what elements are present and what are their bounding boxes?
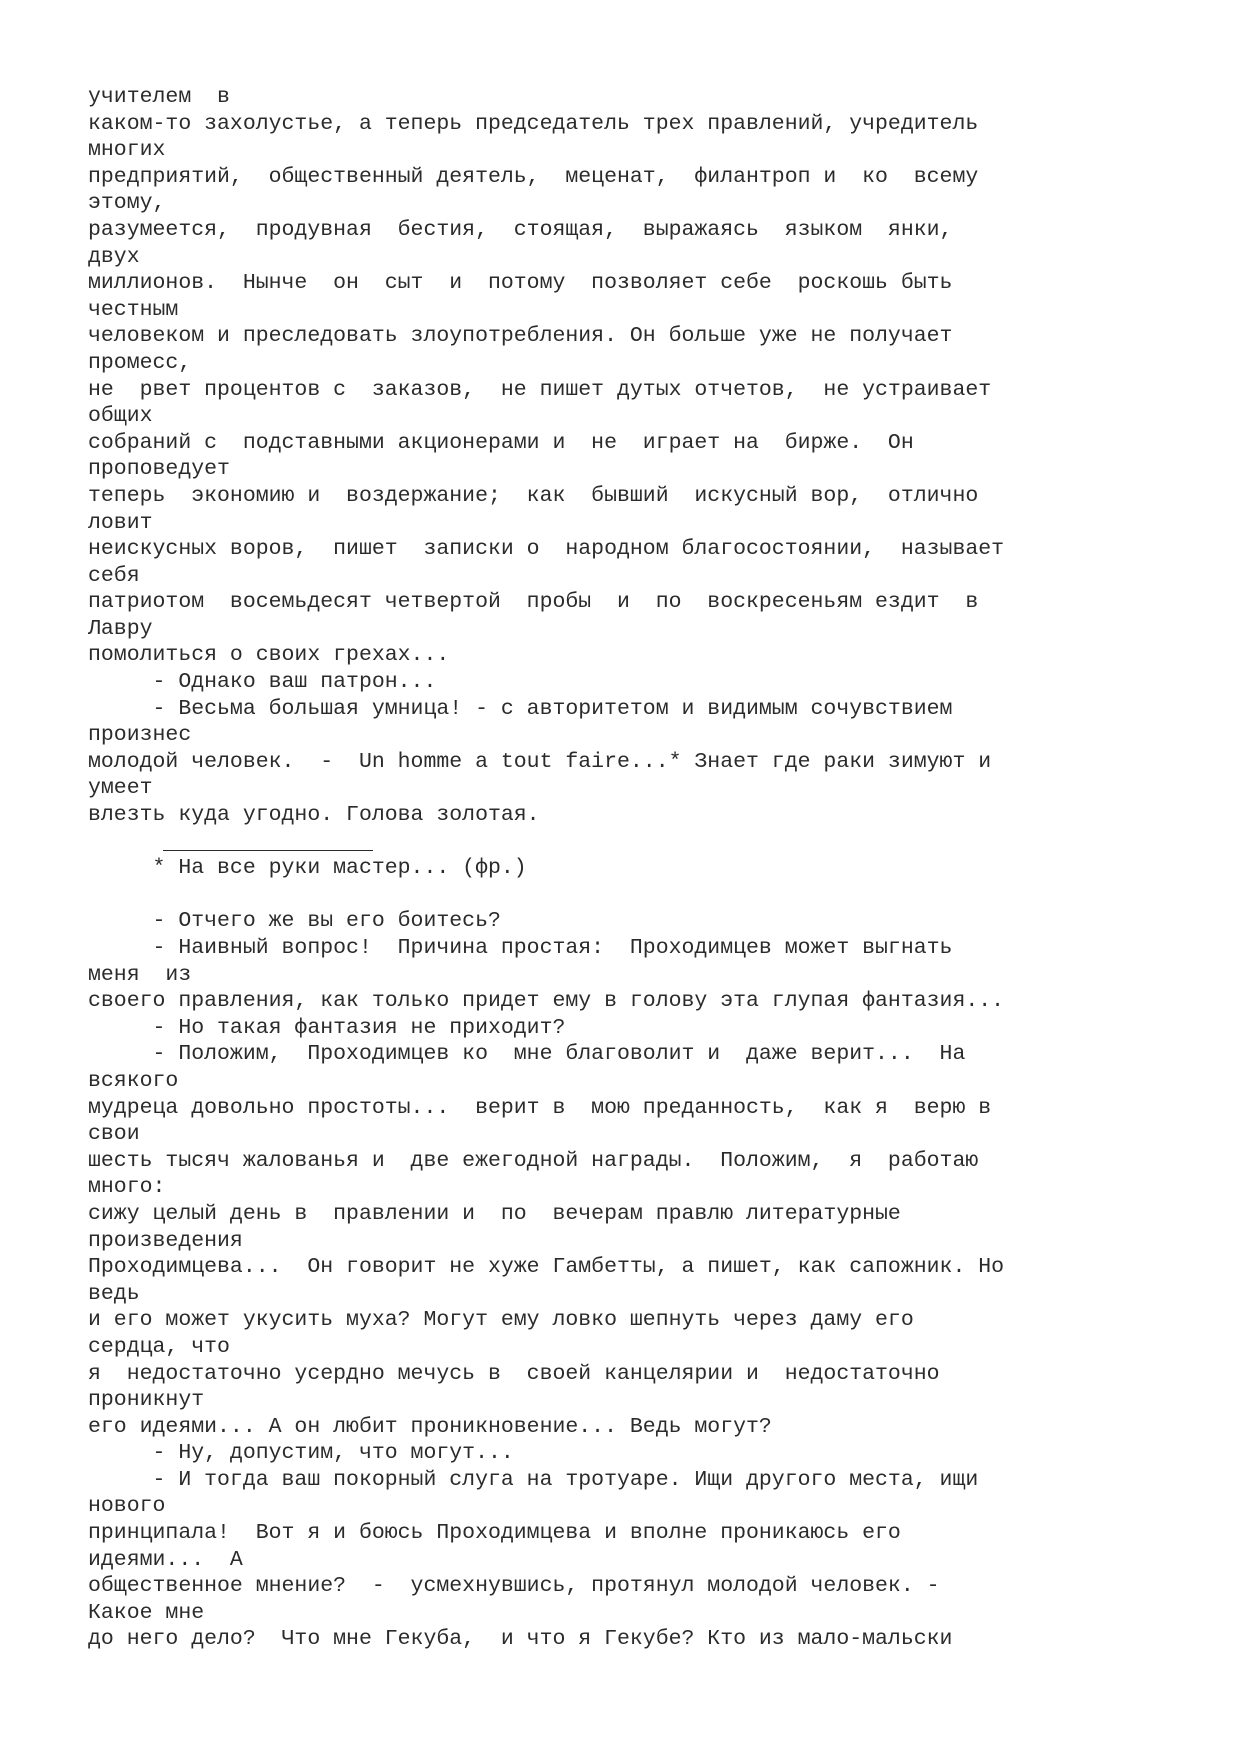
text-line: его идеями... А он любит проникновение... Ведь могут? [88,1414,772,1439]
text-line: ловит [88,510,153,535]
text-line: шесть тысяч жалованья и две ежегодной награды. Положим, я работаю [88,1148,979,1173]
text-line: молодой человек. - Un homme a tout faire...* Знает где раки зимуют и [88,749,992,774]
text-line: произнес [88,723,192,748]
text-line: - Ну, допустим, что могут... [88,1441,514,1466]
text-line: общественное мнение? - усмехнувшись, протянул молодой человек. - [88,1574,940,1599]
text-line: - Положим, Проходимцев ко мне благоволит и даже верит... На [88,1042,966,1067]
text-line: - Отчего же вы его боитесь? [88,909,501,934]
text-line: - Весьма большая умница! - с авторитетом и видимым сочувствием [88,696,953,721]
text-line: проникнут [88,1388,205,1413]
text-line: до него дело? Что мне Гекуба, и что я Гекубе? Кто из мало-мальски [88,1627,953,1652]
text-line: теперь экономию и воздержание; как бывший искусный вор, отлично [88,483,979,508]
text-line: влезть куда угодно. Голова золотая. [88,803,540,828]
text-line: Лавру [88,616,153,641]
footnote-separator [163,829,373,856]
text-line: идеями... А [88,1547,243,1572]
text-line: помолиться о своих грехах... [88,643,450,668]
text-line: Проходимцева... Он говорит не хуже Гамбетты, а пишет, как сапожник. Но [88,1255,1005,1280]
text-line: многих [88,138,166,163]
text-line: принципала! Вот я и боюсь Проходимцева и вполне проникаюсь его [88,1521,901,1546]
text-line: предприятий, общественный деятель, меценат, филантроп и ко всему [88,164,979,189]
text-line: - Наивный вопрос! Причина простая: Проходимцев может выгнать [88,936,953,960]
text-line: нового [88,1494,166,1519]
text-line: неискусных воров, пишет записки о народном благосостоянии, называет [88,537,1005,562]
text-line: - Но такая фантазия не приходит? [88,1015,566,1040]
text-line: - Однако ваш патрон... [88,670,437,695]
text-line: своего правления, как только придет ему в голову эта глупая фантазия... [88,989,1005,1014]
text-line: Какое мне [88,1600,205,1625]
text-line: свои [88,1122,140,1147]
text-line: двух [88,244,140,269]
text-line: себя [88,563,140,588]
text-line: - И тогда ваш покорный слуга на тротуаре. Ищи другого места, ищи [88,1467,979,1492]
text-line: умеет [88,776,153,801]
text-line: учителем в [88,85,230,109]
text-line: всякого [88,1068,179,1093]
footnote: * На все руки мастер... (фр.) [88,856,527,881]
text-block-2 [88,908,1218,1653]
text-block-1 [88,84,1218,829]
document-page [88,84,1218,1653]
text-line: много: [88,1175,166,1200]
text-line: я недостаточно усердно мечусь в своей канцелярии и недостаточно [88,1361,940,1386]
text-line: честным [88,297,179,322]
text-line: меня из [88,962,192,987]
text-line: разумеется, продувная бестия, стоящая, выражаясь языком янки, [88,217,953,242]
text-line: миллионов. Нынче он сыт и потому позволяет себе роскошь быть [88,271,953,296]
text-line: общих [88,404,153,429]
text-line: каком-то захолустье, а теперь председатель трех правлений, учредитель [88,111,979,136]
text-line: ведь [88,1281,140,1306]
blank-line [88,882,1218,909]
text-line: произведения [88,1228,243,1253]
text-line: патриотом восемьдесят четвертой пробы и по воскресеньям ездит в [88,590,979,615]
text-line: проповедует [88,457,230,482]
text-line: и его может укусить муха? Могут ему ловко шепнуть через даму его [88,1308,914,1333]
text-line: мудреца довольно простоты... верит в мою преданность, как я верю в [88,1095,992,1120]
text-line: человеком и преследовать злоупотребления. Он больше уже не получает [88,324,953,349]
text-line: этому, [88,191,166,216]
text-line: сижу целый день в правлении и по вечерам правлю литературные [88,1201,901,1226]
text-line: промесс, [88,350,192,375]
text-line: собраний с подставными акционерами и не играет на бирже. Он [88,430,914,455]
text-line: сердца, что [88,1334,230,1359]
text-line: не рвет процентов с заказов, не пишет дутых отчетов, не устраивает [88,377,992,402]
